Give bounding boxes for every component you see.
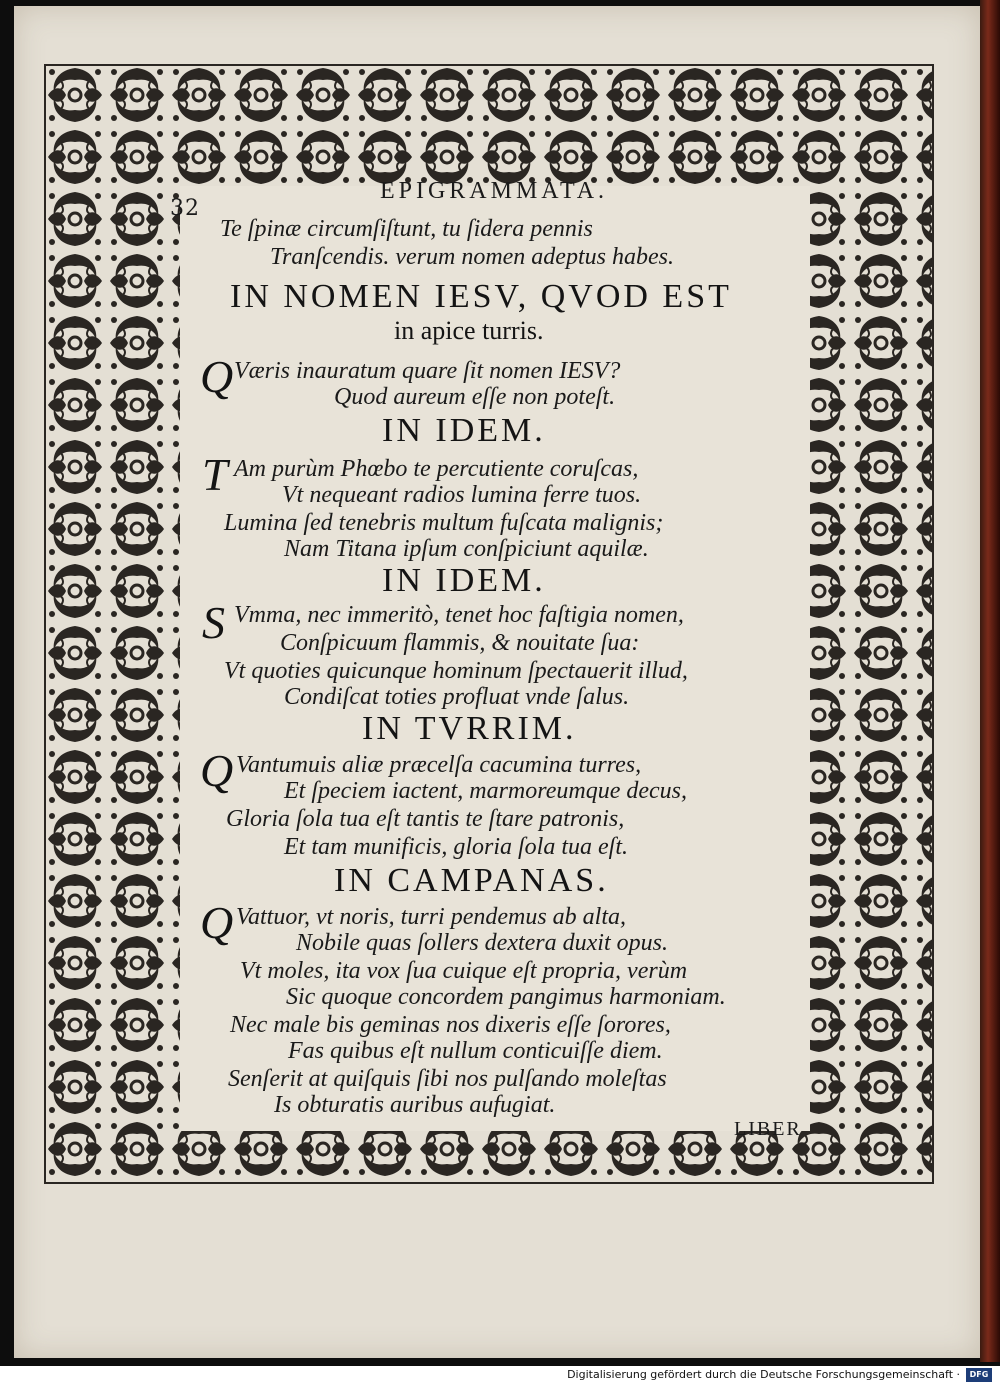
section-heading: IN NOMEN IESV, QVOD EST	[230, 278, 732, 315]
verse-line: Nam Titana ipſum conſpiciunt aquilæ.	[284, 536, 649, 562]
verse-line: Senſerit at quiſquis ſibi nos pulſando moleſtas	[228, 1066, 667, 1092]
dfg-logo-icon: DFG	[966, 1368, 992, 1382]
drop-initial: T	[202, 449, 228, 500]
verse-line: Vattuor, vt noris, turri pendemus ab alta,	[236, 904, 627, 930]
verse-line: Am purùm Phœbo te percutiente coruſcas,	[234, 456, 639, 482]
section-heading: IN IDEM.	[382, 412, 546, 449]
verse-line: Et tam munificis, gloria ſola tua eſt.	[284, 834, 628, 860]
drop-initial: Q	[200, 351, 234, 402]
verse-line: Condiſcat toties profluat vnde ſalus.	[284, 684, 630, 710]
verse-line: Quod aureum eſſe non poteſt.	[334, 384, 616, 410]
catchword: LIBER	[734, 1118, 802, 1140]
verse-line: Te ſpinæ circumſiſtunt, tu ſidera pennis	[220, 216, 593, 242]
section-subheading: in apice turris.	[394, 316, 544, 345]
verse-line: Conſpicuum flammis, & nouitate ſua:	[280, 630, 640, 656]
drop-initial: S	[202, 597, 225, 648]
verse-line: Vantumuis aliæ præcelſa cacumina turres,	[236, 752, 642, 778]
verse-line: Fas quibus eſt nullum conticuiſſe diem.	[288, 1038, 663, 1064]
verse-line: Sic quoque concordem pangimus harmoniam.	[286, 984, 726, 1010]
running-head: EPIGRAMMATA.	[379, 178, 609, 204]
verse-line: Vt moles, ita vox ſua cuique eſt propria, verùm	[240, 958, 688, 984]
drop-initial: Q	[200, 745, 234, 796]
verse-line: Vt nequeant radios lumina ferre tuos.	[282, 482, 642, 508]
book-edge	[980, 0, 1000, 1362]
verse-line: Lumina ſed tenebris multum fuſcata malignis;	[224, 510, 664, 536]
verse-line: Tranſcendis. verum nomen adeptus habes.	[270, 244, 674, 270]
section-heading: IN TVRRIM.	[362, 710, 577, 747]
page-number: 32	[170, 196, 200, 221]
funding-credit: Digitalisierung gefördert durch die Deutsche Forschungsgemeinschaft ·	[567, 1368, 960, 1381]
verse-line: Væris inauratum quare ſit nomen IESV?	[234, 358, 621, 384]
verse-line: Vt quoties quicunque hominum ſpectauerit illud,	[224, 658, 688, 684]
verse-line: Is obturatis auribus aufugiat.	[274, 1092, 556, 1118]
verse-line: Nec male bis geminas nos dixeris eſſe ſorores,	[230, 1012, 671, 1038]
verse-line: Gloria ſola tua eſt tantis te ſtare patronis,	[226, 806, 625, 832]
verse-line: Nobile quas ſollers dextera duxit opus.	[296, 930, 668, 956]
section-heading: IN CAMPANAS.	[334, 862, 609, 899]
drop-initial: Q	[200, 897, 234, 948]
book-page	[14, 6, 980, 1358]
verse-line: Et ſpeciem iactent, marmoreumque decus,	[284, 778, 687, 804]
verse-line: Vmma, nec immeritò, tenet hoc faſtigia nomen,	[234, 602, 684, 628]
section-heading: IN IDEM.	[382, 562, 546, 599]
